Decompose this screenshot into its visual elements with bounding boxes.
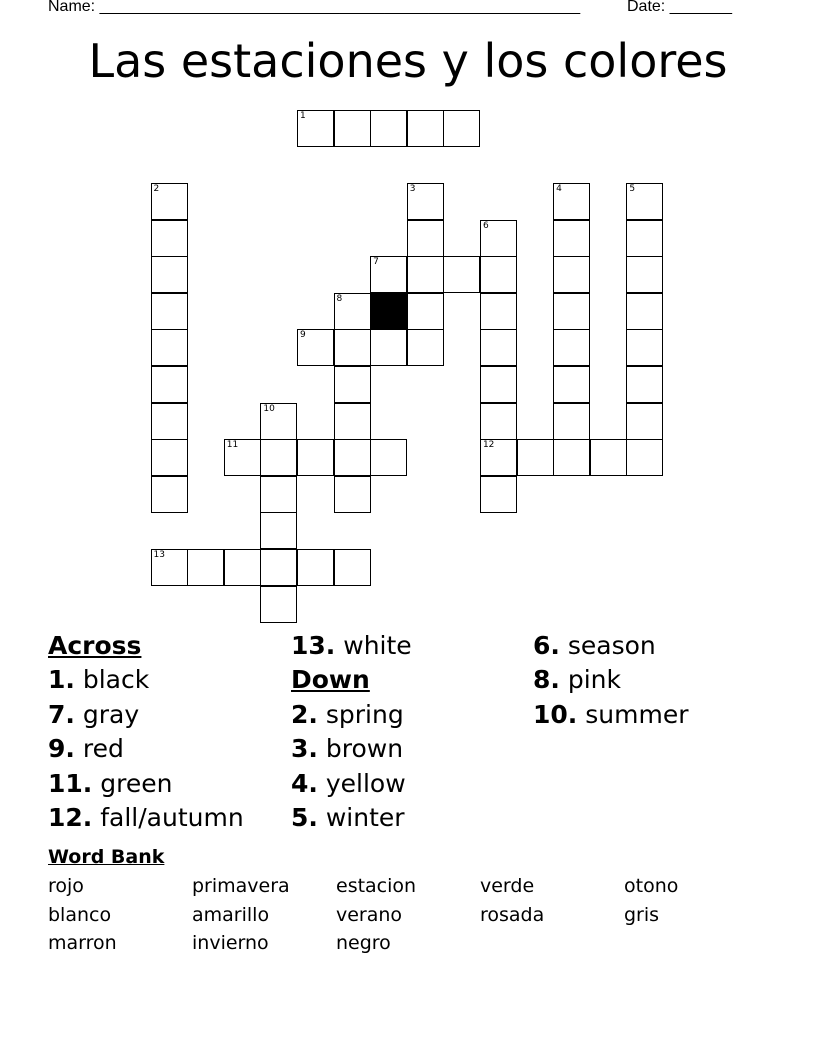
clue-down-4: 4. yellow (291, 768, 406, 798)
grid-cell[interactable] (407, 293, 444, 330)
clue-down-6: 6. season (533, 631, 656, 660)
word-bank-word: otono (624, 875, 679, 897)
down-heading: Down (291, 665, 370, 695)
grid-cell[interactable] (151, 403, 188, 440)
clue-across-1: 1. black (48, 665, 150, 695)
grid-cell[interactable] (151, 220, 188, 257)
clue-number: 1 (299, 110, 306, 121)
word-bank-word: rojo (48, 875, 84, 897)
word-bank-word: blanco (48, 904, 112, 926)
grid-cell[interactable] (151, 476, 188, 513)
clue-down-5: 5. winter (291, 803, 405, 833)
clue-down-10: 10. summer (533, 699, 689, 729)
clue-across-12: 12. fall/autumn (48, 803, 244, 833)
clue-number: 8 (336, 293, 343, 304)
clue-number: 13 (153, 549, 165, 560)
grid-cell[interactable] (260, 403, 297, 440)
grid-cell[interactable] (151, 549, 188, 586)
grid-cell[interactable] (553, 256, 590, 293)
grid-cell[interactable] (260, 512, 297, 549)
black-cell (370, 293, 407, 330)
grid-cell[interactable] (334, 293, 371, 330)
clue-across-11: 11. green (48, 768, 173, 798)
grid-cell[interactable] (370, 256, 407, 293)
grid-cell[interactable] (553, 293, 590, 330)
grid-cell[interactable] (260, 476, 297, 513)
word-bank-word: marron (48, 932, 117, 954)
grid-cell[interactable] (260, 586, 297, 623)
grid-cell[interactable] (443, 256, 480, 293)
grid-cell[interactable] (553, 183, 590, 220)
word-bank-word: gris (624, 904, 660, 926)
word-bank-word: negro (336, 932, 391, 954)
grid-cell[interactable] (407, 256, 444, 293)
grid-cell[interactable] (370, 329, 407, 366)
clues-column-1 (48, 629, 244, 835)
grid-cell[interactable] (517, 439, 554, 476)
grid-cell[interactable] (407, 183, 444, 220)
clue-number: 5 (629, 183, 636, 194)
grid-cell[interactable] (626, 439, 663, 476)
grid-cell[interactable] (260, 439, 297, 476)
page-title: Las estaciones y los colores (88, 34, 728, 88)
word-bank-word: estacion (336, 875, 417, 897)
grid-cell[interactable] (626, 220, 663, 257)
grid-cell[interactable] (151, 439, 188, 476)
clue-down-3: 3. brown (291, 734, 404, 764)
grid-cell[interactable] (370, 110, 407, 147)
clue-number: 4 (556, 183, 562, 194)
across-heading: Across (48, 631, 142, 660)
grid-cell[interactable] (334, 549, 371, 586)
grid-cell[interactable] (334, 403, 371, 440)
grid-cell[interactable] (407, 110, 444, 147)
word-bank-word: primavera (192, 875, 290, 897)
grid-cell[interactable] (334, 329, 371, 366)
grid-cell[interactable] (553, 220, 590, 257)
grid-cell[interactable] (334, 110, 371, 147)
grid-cell[interactable] (151, 183, 188, 220)
grid-cell[interactable] (334, 439, 371, 476)
word-bank-word: rosada (480, 904, 545, 926)
grid-cell[interactable] (297, 439, 334, 476)
word-bank-title: Word Bank (48, 846, 165, 868)
word-bank-word: verde (480, 875, 535, 897)
grid-cell[interactable] (480, 439, 517, 476)
grid-cell[interactable] (480, 256, 517, 293)
grid-cell[interactable] (334, 476, 371, 513)
clue-across-7: 7. gray (48, 699, 140, 729)
grid-cell[interactable] (590, 439, 627, 476)
word-bank-word: verano (336, 904, 403, 926)
clue-number: 9 (299, 330, 306, 341)
grid-cell[interactable] (480, 329, 517, 366)
grid-cell[interactable] (626, 183, 663, 220)
clue-number: 2 (153, 183, 160, 194)
grid-cell[interactable] (260, 549, 297, 586)
clue-number: 10 (263, 403, 275, 414)
grid-cell[interactable] (480, 476, 517, 513)
clues-column-2 (291, 629, 412, 835)
grid-cell[interactable] (480, 220, 517, 257)
grid-cell[interactable] (151, 329, 188, 366)
grid-cell[interactable] (626, 366, 663, 403)
grid-cell[interactable] (480, 366, 517, 403)
grid-cell[interactable] (224, 549, 261, 586)
grid-cell[interactable] (480, 293, 517, 330)
grid-cell[interactable] (407, 329, 444, 366)
clue-down-2: 2. spring (291, 699, 404, 729)
name-field: Name: ______________________________________________________ (48, 0, 581, 15)
grid-cell[interactable] (151, 293, 188, 330)
grid-cell[interactable] (553, 366, 590, 403)
grid-cell[interactable] (626, 256, 663, 293)
grid-cell[interactable] (626, 293, 663, 330)
grid-cell[interactable] (370, 439, 407, 476)
clue-number: 11 (226, 440, 239, 451)
clue-across-9: 9. red (48, 734, 124, 764)
word-bank-word: invierno (192, 932, 269, 954)
grid-cell[interactable] (297, 110, 334, 147)
grid-cell[interactable] (553, 439, 590, 476)
grid-cell[interactable] (407, 220, 444, 257)
grid-cell[interactable] (187, 549, 224, 586)
grid-cell[interactable] (553, 403, 590, 440)
clues-column-3 (533, 629, 688, 732)
clue-across-13: 13. white (291, 631, 412, 660)
grid-cell[interactable] (626, 403, 663, 440)
grid-cell[interactable] (334, 366, 371, 403)
grid-cell[interactable] (553, 329, 590, 366)
clue-number: 3 (409, 183, 416, 194)
grid-cell[interactable] (151, 366, 188, 403)
clue-number: 6 (482, 220, 489, 231)
clue-number: 12 (482, 440, 495, 451)
word-bank-word: amarillo (192, 904, 270, 926)
grid-cell[interactable] (297, 549, 334, 586)
date-field: Date: _______ (627, 0, 732, 15)
clue-number: 7 (373, 257, 379, 268)
grid-cell[interactable] (480, 403, 517, 440)
grid-cell[interactable] (297, 329, 334, 366)
grid-cell[interactable] (151, 256, 188, 293)
grid-cell[interactable] (626, 329, 663, 366)
grid-cell[interactable] (224, 439, 261, 476)
grid-cell[interactable] (443, 110, 480, 147)
clue-down-8: 8. pink (533, 665, 621, 695)
